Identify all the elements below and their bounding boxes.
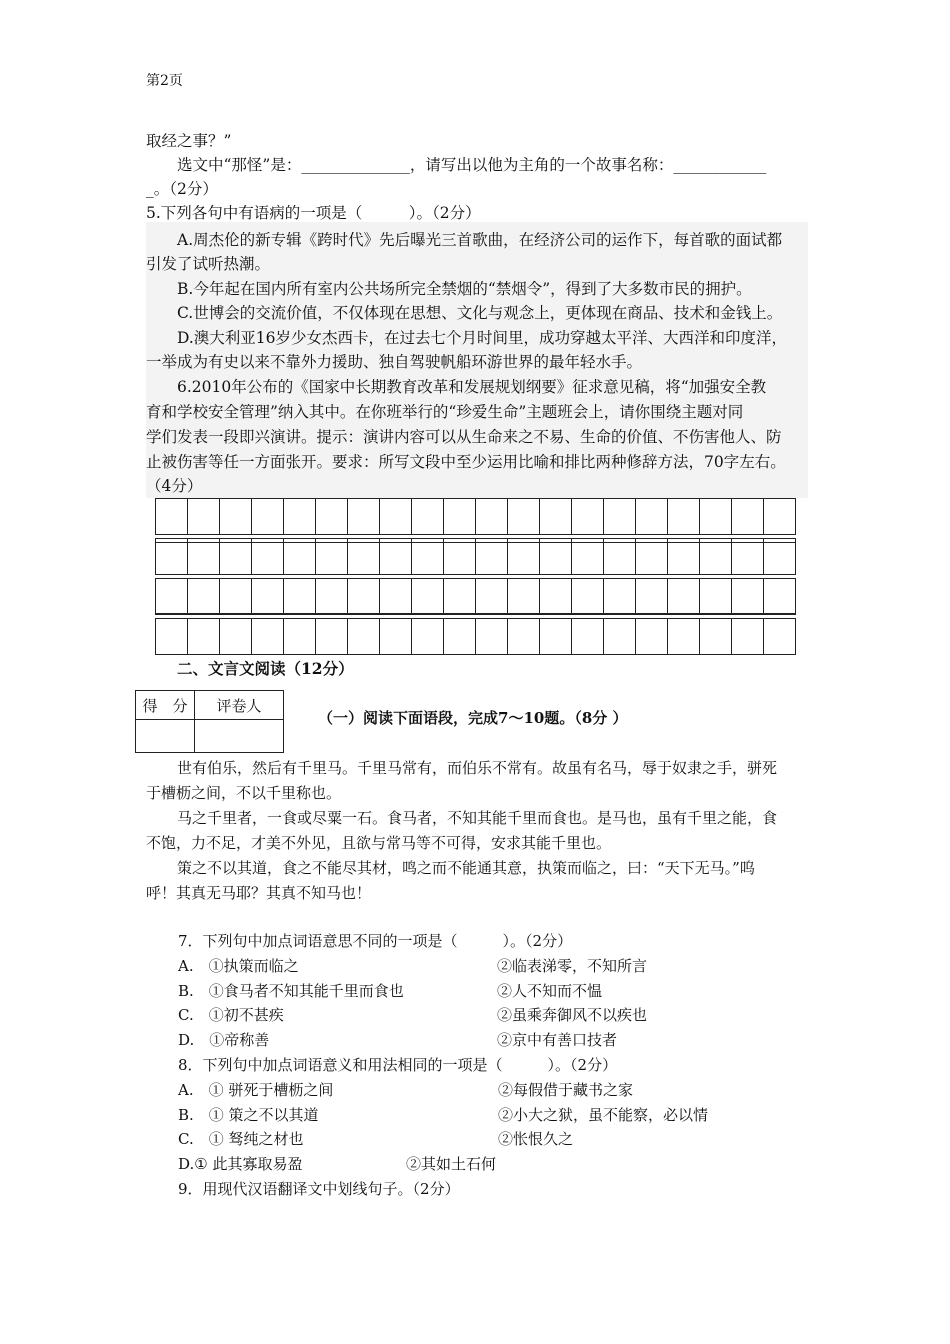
section-2-title: 二、文言文阅读（12分） bbox=[177, 659, 354, 678]
q5-option-a-cont: 引发了试听热潮。 bbox=[146, 255, 271, 273]
q5-option-d: D.澳大利亚16岁少女杰西卡，在过去七个月时间里，成功穿越太平洋、大西洋和印度洋， bbox=[177, 329, 788, 347]
q8-option-d-right: ②其如土石何 bbox=[406, 1155, 497, 1173]
score-table bbox=[135, 690, 284, 753]
score-label: 得 分 bbox=[136, 691, 195, 720]
grid-separator bbox=[155, 613, 796, 614]
writing-grid-row-1[interactable] bbox=[155, 498, 796, 535]
passage-p3: 策之不以其道，食之不能尽其材，鸣之而不能通其意，执策而临之，曰：“天下无马。”呜 bbox=[177, 859, 755, 877]
part-1-title: （一）阅读下面语段，完成7～10题。（8分 ） bbox=[318, 709, 628, 727]
q7-option-a-left: A. ①执策而临之 bbox=[178, 957, 299, 975]
q7-option-c-left: C. ①初不甚疾 bbox=[178, 1006, 284, 1024]
q7-stem: 7．下列句中加点词语意思不同的一项是（ ）。（2分） bbox=[178, 932, 573, 950]
q8-option-a-left: A. ① 骈死于槽枥之间 bbox=[178, 1081, 334, 1099]
q9-stem: 9．用现代汉语翻译文中划线句子。（2分） bbox=[178, 1180, 460, 1198]
q5-option-a: A.周杰伦的新专辑《跨时代》先后曝光三首歌曲，在经济公司的运作下，每首歌的面试都 bbox=[177, 231, 783, 249]
q6-line3: 学们发表一段即兴演讲。提示：演讲内容可以从生命来之不易、生命的价值、不伤害他人、防 bbox=[146, 428, 782, 446]
q6-line4: 止被伤害等任一方面张开。要求：所写文段中至少运用比喻和排比两种修辞方法，70字左右。 bbox=[146, 453, 786, 471]
writing-grid-row-2[interactable] bbox=[155, 538, 796, 575]
q8-option-c-left: C. ① 驽纯之材也 bbox=[178, 1130, 304, 1148]
q8-option-b-right: ②小大之狱，虽不能察，必以情 bbox=[498, 1106, 709, 1124]
q6-line1: 6.2010年公布的《国家中长期教育改革和发展规划纲要》征求意见稿，将“加强安全教 bbox=[177, 378, 767, 396]
q4-line1: 取经之事？” bbox=[146, 132, 232, 150]
q8-option-d-left: D.① 此其寡取易盈 bbox=[178, 1155, 303, 1173]
q5-option-b: B.今年起在国内所有室内公共场所完全禁烟的“禁烟令”，得到了大多数市民的拥护。 bbox=[177, 280, 752, 298]
q7-option-c-right: ②虽乘奔御风不以疾也 bbox=[497, 1006, 648, 1024]
grader-label: 评卷人 bbox=[195, 691, 284, 720]
passage-p3-cont: 呼！其真无马耶？其真不知马也！ bbox=[146, 884, 372, 902]
q6-line5: （4分） bbox=[146, 477, 203, 495]
q7-option-a-right: ②临表涕零，不知所言 bbox=[497, 957, 648, 975]
passage-p1-cont: 于槽枥之间，不以千里称也。 bbox=[146, 784, 342, 802]
passage-p2-cont: 不饱，力不足，才美不外见，且欲与常马等不可得，安求其能千里也。 bbox=[146, 834, 612, 852]
q6-line2: 育和学校安全管理”纳入其中。在你班举行的“珍爱生命”主题班会上，请你围绕主题对同 bbox=[146, 403, 744, 421]
q8-option-a-right: ②每假借于藏书之家 bbox=[498, 1081, 634, 1099]
q5-stem: 5.下列各句中有语病的一项是（ ）。（2分） bbox=[146, 204, 481, 222]
writing-grid-row-4[interactable] bbox=[155, 618, 796, 655]
passage-p1: 世有伯乐，然后有千里马。千里马常有，而伯乐不常有。故虽有名马，辱于奴隶之手，骈死 bbox=[177, 759, 778, 777]
score-cell[interactable] bbox=[136, 720, 195, 753]
q7-option-b-left: B. ①食马者不知其能千里而食也 bbox=[178, 982, 404, 1000]
passage-p2: 马之千里者，一食或尽粟一石。食马者，不知其能千里而食也。是马也，虽有千里之能，食 bbox=[177, 809, 778, 827]
q4-line3: _。（2分） bbox=[146, 180, 218, 198]
q5-option-c: C.世博会的交流价值，不仅体现在思想、文化与观念上，更体现在商品、技术和金钱上。 bbox=[177, 304, 783, 322]
q4-line2: 选文中“那怪”是：______________，请写出以他为主角的一个故事名称：____________ bbox=[177, 156, 767, 174]
grader-cell[interactable] bbox=[195, 720, 284, 753]
page-number: 第2页 bbox=[146, 73, 183, 89]
q8-option-b-left: B. ① 策之不以其道 bbox=[178, 1106, 319, 1124]
q7-option-d-left: D. ①帝称善 bbox=[178, 1031, 270, 1049]
q7-option-b-right: ②人不知而不愠 bbox=[497, 982, 603, 1000]
q7-option-d-right: ②京中有善口技者 bbox=[497, 1031, 618, 1049]
writing-grid-row-3[interactable] bbox=[155, 578, 796, 615]
q8-option-c-right: ②怅恨久之 bbox=[498, 1130, 574, 1148]
q8-stem: 8．下列句中加点词语意义和用法相同的一项是（ ）。（2分） bbox=[178, 1056, 618, 1074]
q5-option-d-cont: 一举成为有史以来不靠外力援助、独自驾驶帆船环游世界的最年轻水手。 bbox=[146, 353, 643, 371]
